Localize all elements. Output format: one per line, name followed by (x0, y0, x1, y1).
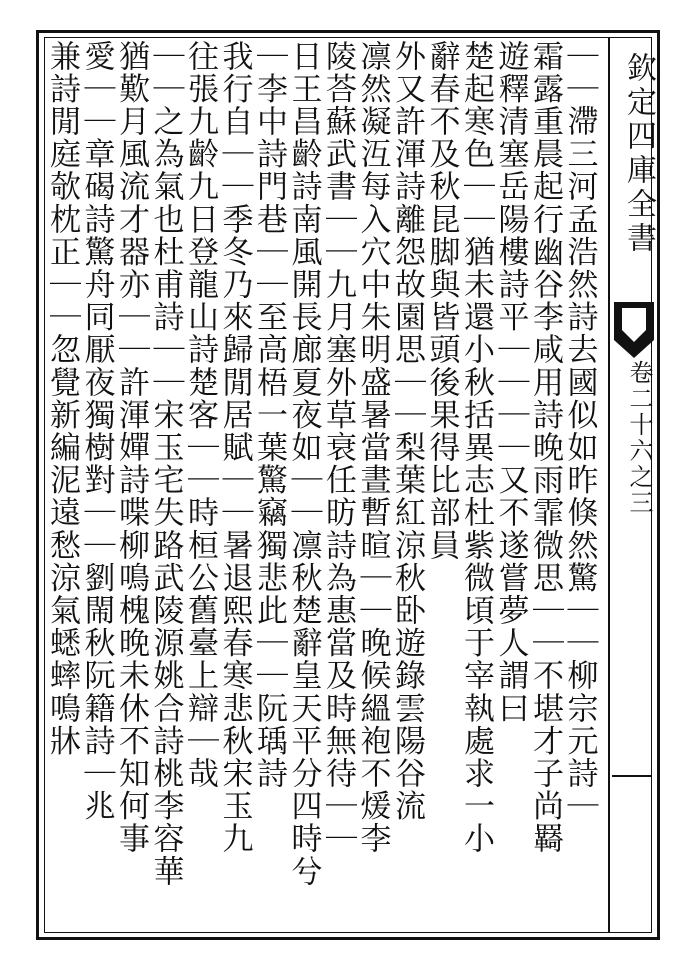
text-column: ｜｜之為氣也杜甫詩｜｜宋玉宅失路武陵源姚合詩桃李容華 (147, 40, 184, 888)
margin-tick (612, 775, 652, 777)
margin-title: 欽定四庫全書 (621, 52, 656, 256)
text-column: 遊釋清塞岳陽樓詩平｜｜｜｜又不遂嘗夢人謂曰 (492, 40, 529, 725)
fish-tail-mark-icon (612, 300, 656, 360)
margin-volume: 卷二十六之三 (625, 360, 653, 516)
text-column: 外又許渾詩離怨故園思｜｜梨葉紅涼秋卧遊錄雲陽谷流 (389, 40, 425, 823)
text-column: 愛｜｜章碣詩驚舟同厭夜獨樹對｜｜劉閙秋阮籍詩｜兆 (78, 40, 115, 823)
text-column: ｜李中詩門巷｜｜至高梧一葉驚竊獨悲此｜｜阮瑀詩 (251, 40, 287, 790)
text-column: 兼詩閒庭欹枕正｜｜忽覺新編泥遠愁涼氣蟋蟀鳴牀 (44, 40, 80, 758)
margin-rule (608, 37, 610, 933)
text-column: 辭春不及秋昆脚與皆頭後果得比部員 (423, 40, 460, 562)
text-column: 凛然凝沍每入穴中朱明盛暑當晝暫暄｜｜晚候縕袍不煖李 (354, 40, 391, 855)
text-column: 猶歎月風流才器亦｜｜許渾嬋詩喋柳鳴槐晚未休不知何事 (113, 40, 149, 855)
text-column: 日王昌齡詩南風開長廊夏夜如｜｜凛秋楚辭皇天平分四時兮 (285, 40, 322, 888)
text-column: 陵荅蘇武書｜｜九月塞外草衰任昉詩為惠當及時無待｜｜ (320, 40, 356, 855)
text-column: 往張九齡九日登龍山詩楚客｜｜時桓公舊臺上辯｜哉 (182, 40, 218, 790)
text-column: ｜｜滯三河孟浩然詩去國似如昨倏然驚｜｜柳宗元詩｜ (561, 40, 598, 823)
text-column: 我行自｜｜季冬乃來歸閒居賦｜｜暑退熙春寒悲秋宋玉九 (216, 40, 253, 855)
text-column: 霜露重晨起行幽谷李咸用詩晚雨霏微思｜｜不堪才子尚羇 (527, 40, 563, 855)
text-column: 楚起寒色｜｜猶未還小秋括異志杜紫微頃于宰執處求一小 (458, 40, 494, 855)
